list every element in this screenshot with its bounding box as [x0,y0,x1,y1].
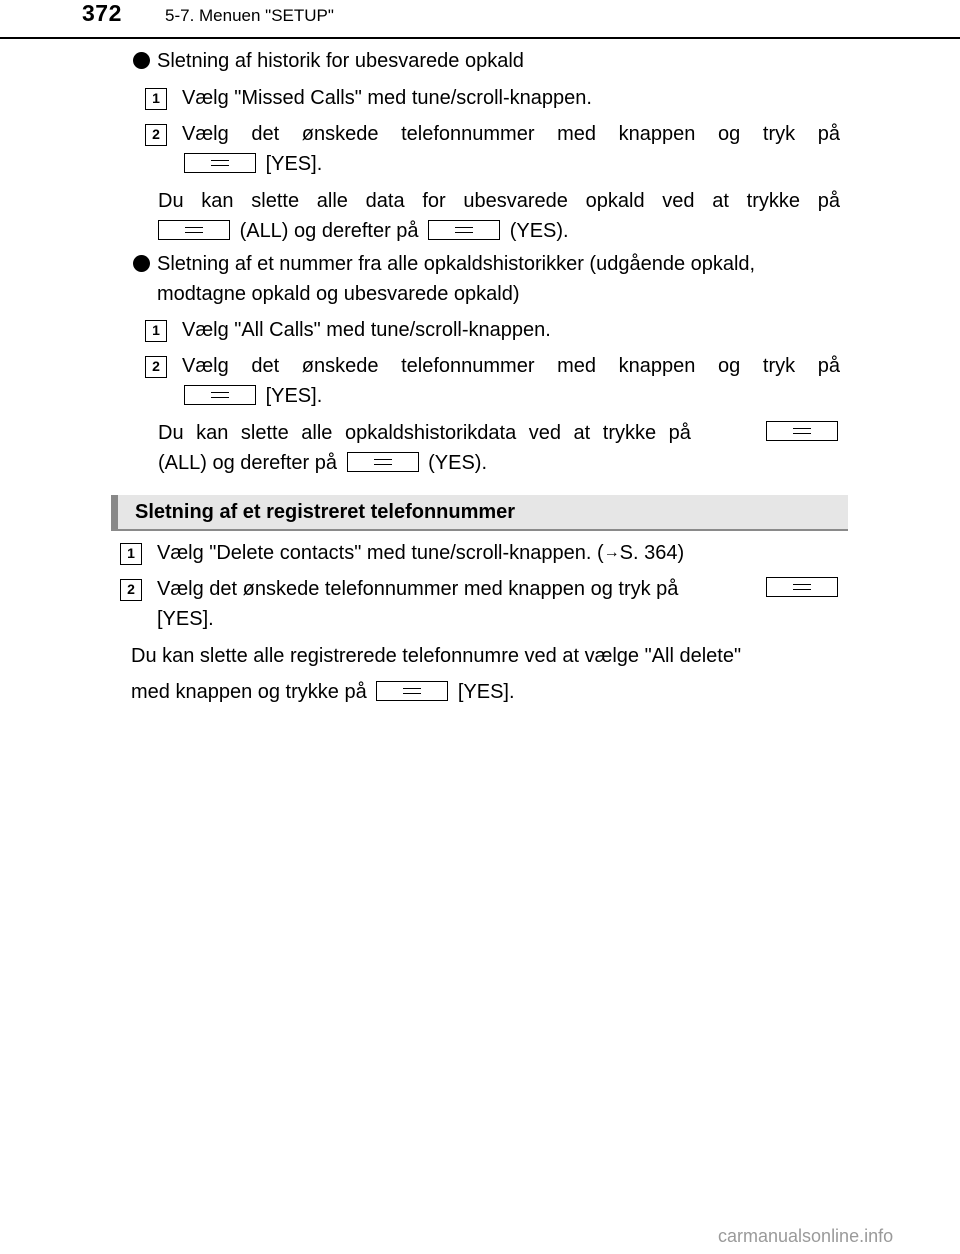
step-text: Vælg "Missed Calls" med tune/scroll-knappen. [182,87,592,109]
section-heading-text: Sletning af et registreret telefonnummer [135,501,516,523]
bullet-all-calls: Sletning af et nummer fra alle opkaldshistorikker (udgående opkald, [157,253,756,275]
step-text: Vælg "All Calls" med tune/scroll-knappen. [182,319,551,341]
step-number-badge: 2 [145,124,167,146]
step-number-badge: 2 [120,579,142,601]
step-text-continued: [YES]. [180,152,322,176]
page-header [0,0,960,40]
button-key-icon [376,681,448,701]
note-text: Du kan slette alle data for ubesvarede opkald ved at trykke på [158,190,840,212]
button-key-icon [428,220,500,240]
note-text-continued: (ALL) og derefter på (YES). [154,219,569,243]
step-text-continued: [YES]. [157,608,214,630]
note-text-continued: med knappen og trykke på [YES]. [131,681,515,703]
page-reference[interactable]: S. 364) [619,542,685,564]
step-text: Vælg det ønskede telefonnummer med knappen og tryk på [182,123,840,145]
step-number-badge: 1 [145,320,167,342]
section-title: 5-7. Menuen "SETUP" [165,6,334,25]
step-text: Vælg det ønskede telefonnummer med knappen og tryk på [182,355,840,377]
bullet-icon [133,255,150,272]
step-number-badge: 2 [145,356,167,378]
step-text-continued: [YES]. [180,384,322,408]
page-number: 372 [82,0,122,26]
button-key-icon [766,577,838,597]
step-number-badge: 1 [145,88,167,110]
button-key-icon [184,385,256,405]
watermark: carmanualsonline.info [718,1226,894,1246]
step-number-badge: 1 [120,543,142,565]
button-key-icon [184,153,256,173]
button-key-icon [158,220,230,240]
section-heading [111,495,848,529]
note-text-continued: (ALL) og derefter på (YES). [158,452,488,474]
header-divider [0,37,960,39]
step-text: Vælg "Delete contacts" med tune/scroll-knappen. (→S. 364) [157,542,685,564]
bullet-missed-calls: Sletning af historik for ubesvarede opkald [157,50,524,72]
step-text: Vælg det ønskede telefonnummer med knappen og tryk på [157,577,840,601]
heading-divider [111,529,848,531]
note-text: Du kan slette alle registrerede telefonnumre ved at vælge "All delete" [131,645,742,667]
button-key-icon [347,452,419,472]
bullet-icon [133,52,150,69]
bullet-all-calls-continued: modtagne opkald og ubesvarede opkald) [157,283,520,305]
arrow-right-icon: → [603,544,620,561]
button-key-icon [766,421,838,441]
note-text: Du kan slette alle opkaldshistorikdata ved at trykke på [158,421,840,445]
